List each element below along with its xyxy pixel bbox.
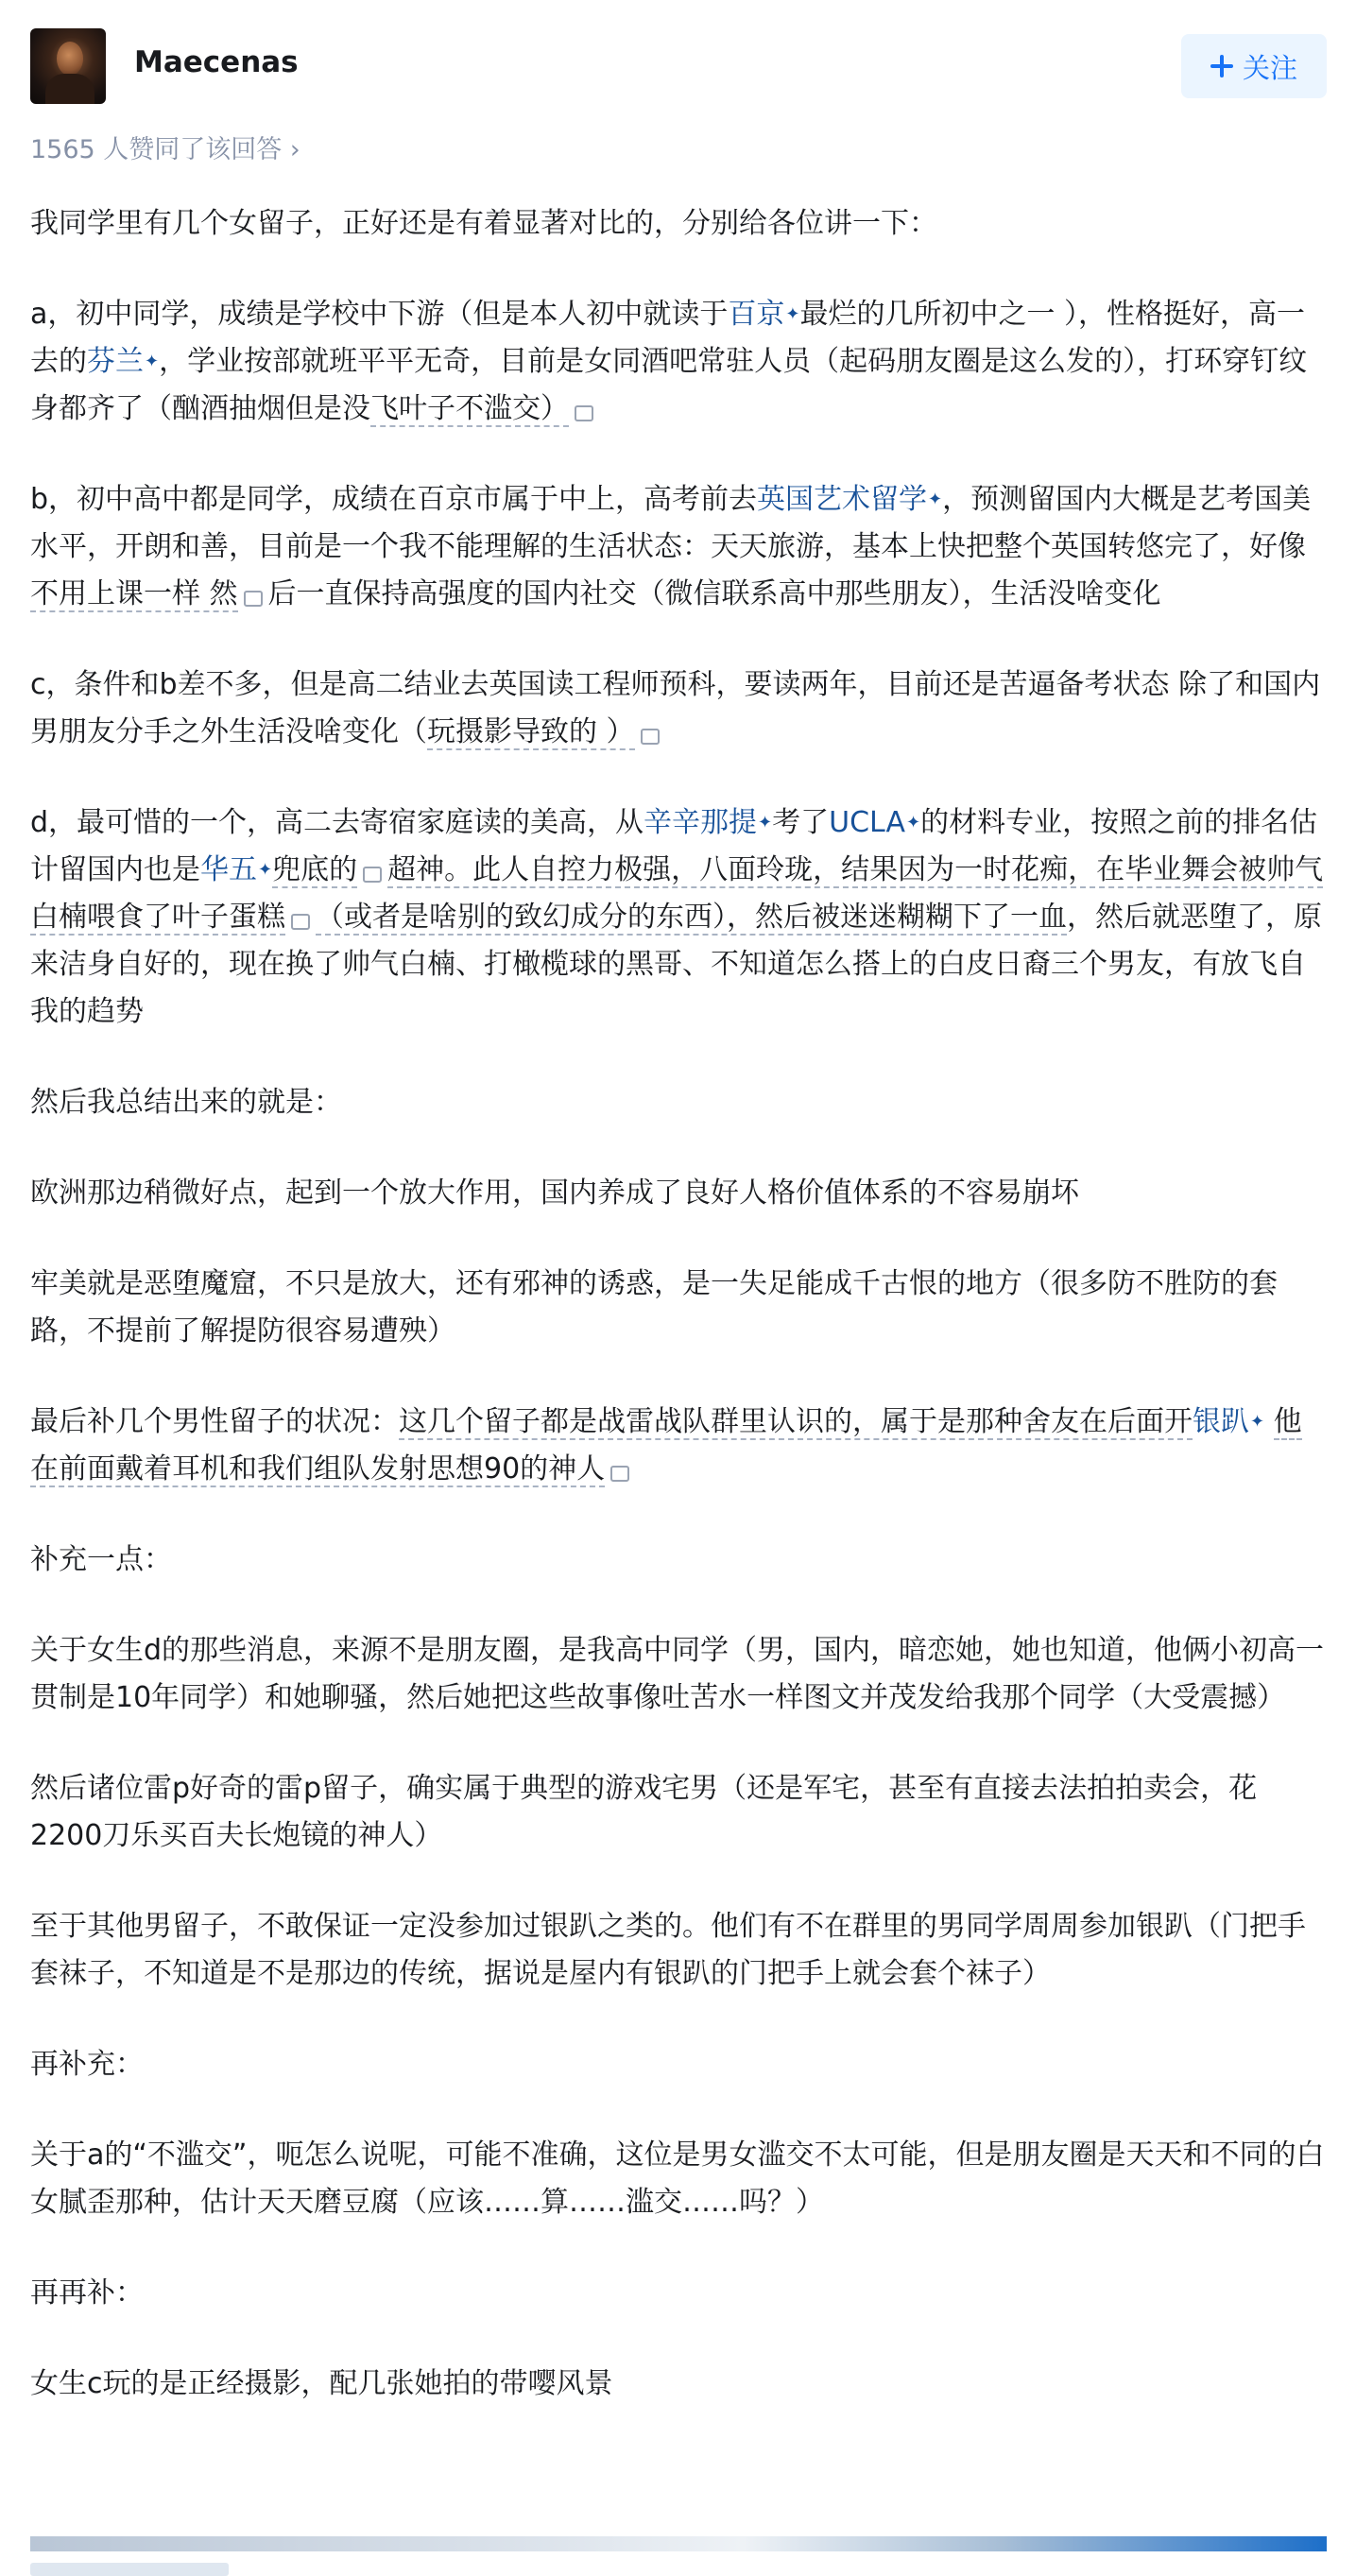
- keyword-link[interactable]: 银趴: [1193, 1405, 1249, 1438]
- keyword-link[interactable]: 芬兰: [87, 345, 144, 378]
- text: a，初中同学，成绩是学校中下游（但是本人初中就读于: [30, 298, 729, 331]
- image-preview-tab[interactable]: [30, 2563, 229, 2576]
- paragraph-c-photo: 女生c玩的是正经摄影，配几张她拍的带嘤风景: [30, 2367, 613, 2400]
- sparkle-icon: ✦: [258, 860, 273, 880]
- sparkle-icon: ✦: [905, 813, 921, 833]
- author-name[interactable]: Maecenas: [134, 45, 299, 79]
- annotated-text[interactable]: 不用上课一样 然: [30, 577, 238, 610]
- comment-icon[interactable]: [244, 591, 263, 607]
- avatar-body: [45, 74, 94, 104]
- paragraph-others: 至于其他男留子，不敢保证一定没参加过银趴之类的。他们有不在群里的男同学周周参加银趴（门把手套袜子，不知道是不是那边的传统，据说是屋内有银趴的门把手上就会套个袜子）: [30, 1910, 1306, 1990]
- sparkle-icon: ✦: [1250, 1412, 1265, 1432]
- paragraph-us: 牢美就是恶堕魔窟，不只是放大，还有邪神的诱惑，是一失足能成千古恨的地方（很多防不胜防的套路，不提前了解提防很容易遭殃）: [30, 1267, 1278, 1348]
- keyword-link[interactable]: 华五: [200, 853, 257, 886]
- paragraph-summary: 然后我总结出来的就是：: [30, 1086, 342, 1119]
- text: ，然后就恶堕了，原来洁身自好的，现在换了帅气白楠、打橄榄球的黑哥、不知道怎么搭上的白皮日裔三个男友，有放飞自我的趋势: [30, 901, 1322, 1028]
- answer-header: [30, 28, 1327, 104]
- comment-icon[interactable]: [641, 729, 660, 745]
- annotated-text[interactable]: （或者是啥别的致幻成分的东西），然后被迷迷糊糊下了一血: [316, 901, 1067, 934]
- paragraph-d-source: 关于女生d的那些消息，来源不是朋友圈，是我高中同学（男，国内，暗恋她，她也知道，他俩小初高一贯制是10年同学）和她聊骚，然后她把这些故事像吐苦水一样图文并茂发给我那个同学（大受震撼）: [30, 1634, 1325, 1714]
- keyword-link[interactable]: 辛辛那提: [644, 806, 758, 839]
- text: 考了: [772, 806, 830, 839]
- plus-icon: [1210, 55, 1233, 77]
- avatar[interactable]: [30, 28, 106, 104]
- answer-content: [30, 200, 1327, 2451]
- paragraph-addendum-2: 再补充：: [30, 2048, 144, 2081]
- keyword-link[interactable]: 英国艺术留学: [757, 483, 928, 516]
- text: 后一直保持高强度的国内社交（微信联系高中那些朋友），生活没啥变化: [267, 577, 1161, 610]
- sparkle-icon: ✦: [145, 352, 160, 371]
- paragraph-a: [30, 291, 1327, 433]
- paragraph-gamers: 然后诸位雷p好奇的雷p留子，确实属于典型的游戏宅男（还是军宅，甚至有直接去法拍拍卖会，花2200刀乐买百夫长炮镜的神人）: [30, 1772, 1258, 1852]
- keyword-link[interactable]: 百京: [728, 298, 785, 331]
- follow-button-label: 关注: [1242, 51, 1297, 84]
- text: 最后补几个男性留子的状况：: [30, 1405, 399, 1438]
- text: 最烂的几所初中之一 ），性格挺好，高一去的: [30, 298, 1306, 378]
- paragraph-male: [30, 1399, 1327, 1493]
- avatar-face: [57, 42, 83, 76]
- sparkle-icon: ✦: [758, 813, 773, 833]
- comment-icon[interactable]: [610, 1466, 629, 1482]
- paragraph-addendum-3: 再再补：: [30, 2276, 144, 2310]
- annotated-text[interactable]: 他在前面戴着耳机和我们组队发射思想90的神人: [30, 1405, 1302, 1485]
- paragraph-intro: 我同学里有几个女留子，正好还是有着显著对比的，分别给各位讲一下：: [30, 207, 937, 240]
- annotated-text[interactable]: 这几个留子都是战雷战队群里认识的，属于是那种舍友在后面开: [399, 1405, 1193, 1438]
- paragraph-c: [30, 661, 1327, 756]
- comment-icon[interactable]: [575, 405, 593, 421]
- keyword-link[interactable]: UCLA: [829, 806, 905, 839]
- text: c，条件和b差不多，但是高二结业去英国读工程师预科，要读两年，目前还是苦逼备考状态 除了和国内男朋友分手之外生活没啥变化（: [30, 668, 1321, 748]
- paragraph-europe: 欧洲那边稍微好点，起到一个放大作用，国内养成了良好人格价值体系的不容易崩坏: [30, 1176, 1079, 1210]
- paragraph-addendum-1: 补充一点：: [30, 1543, 172, 1576]
- annotated-text[interactable]: 兜底的: [272, 853, 358, 886]
- comment-icon[interactable]: [291, 914, 310, 930]
- annotated-text[interactable]: 超神。此人自控力极强，八面玲珑，结果因为一时花痴，在毕业舞会被帅气白楠喂食了叶子蛋糕: [30, 853, 1324, 934]
- text: ，预测留国内大概是艺考国美水平，开朗和善，目前是一个我不能理解的生活状态：天天旅游，基本上快把整个英国转悠完了，好像: [30, 483, 1312, 563]
- paragraph-a-note: 关于a的“不滥交”，呃怎么说呢，可能不准确，这位是男女滥交不太可能，但是朋友圈是天天和不同的白女腻歪那种，估计天天磨豆腐（应该……算……滥交……吗？）: [30, 2138, 1325, 2219]
- text: d，最可惜的一个，高二去寄宿家庭读的美高，从: [30, 806, 644, 839]
- follow-button[interactable]: [1181, 34, 1327, 98]
- annotated-text[interactable]: 飞叶子不滥交）: [370, 392, 569, 425]
- paragraph-b: [30, 476, 1327, 618]
- comment-icon[interactable]: [363, 867, 382, 883]
- annotated-text[interactable]: 玩摄影导致的 ）: [427, 715, 635, 748]
- vote-count-link[interactable]: 1565 人赞同了该回答 ›: [30, 135, 300, 164]
- text: 的材料专业，按照之前的排名估计留国内也是: [30, 806, 1318, 886]
- text: ，学业按部就班平平无奇，目前是女同酒吧常驻人员（起码朋友圈是这么发的），打环穿钉纹身都齐了（酗酒抽烟但是没: [30, 345, 1308, 425]
- image-preview-strip[interactable]: [30, 2536, 1327, 2551]
- paragraph-d: [30, 799, 1327, 1036]
- sparkle-icon: ✦: [785, 304, 800, 324]
- text: b，初中高中都是同学，成绩在百京市属于中上，高考前去: [30, 483, 758, 516]
- sparkle-icon: ✦: [928, 489, 943, 509]
